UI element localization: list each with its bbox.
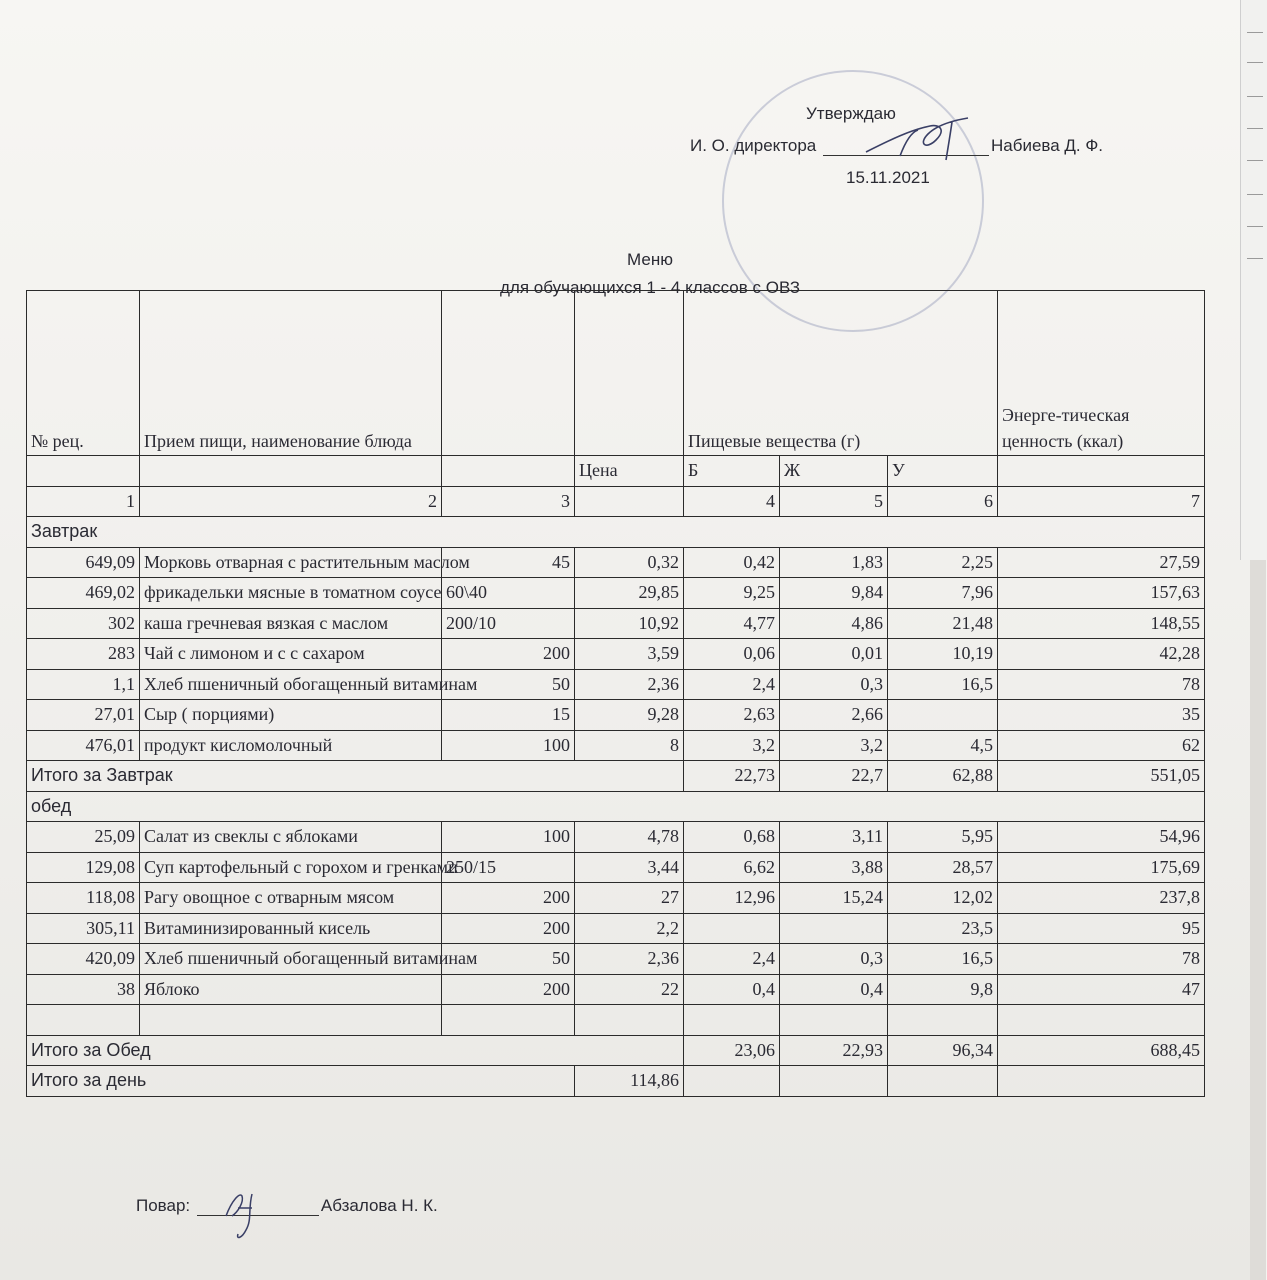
table-row: 118,08 Рагу овощное с отварным мясом 200 27 12,96 15,24 12,02 237,8 — [27, 883, 1205, 914]
table-header-row — [27, 291, 1205, 456]
table-row: 1,1 Хлеб пшеничный обогащенный витаминам 50 2,36 2,4 0,3 16,5 78 — [27, 669, 1205, 700]
header-fat: Ж — [780, 456, 888, 487]
director-position: И. О. директора — [690, 136, 817, 155]
director-name: Набиева Д. Ф. — [990, 136, 1104, 155]
table-row: 305,11 Витаминизированный кисель 200 2,2 23,5 95 — [27, 913, 1205, 944]
day-total-row — [27, 1066, 1205, 1097]
table-row: 302 каша гречневая вязкая с маслом 200/10 10,92 4,77 4,86 21,48 148,55 — [27, 608, 1205, 639]
day-total-label: Итого за день — [27, 1066, 575, 1097]
header-energy: Энерге-тическая ценность (ккал) — [998, 291, 1205, 456]
header-protein: Б — [684, 456, 780, 487]
menu-table — [26, 290, 1205, 1097]
breakfast-total-row: Итого за Завтрак 22,73 22,7 62,88 551,05 — [27, 761, 1205, 792]
approval-title: Утверждаю — [806, 104, 896, 123]
cook-label: Повар: — [136, 1196, 191, 1215]
lunch-section-row — [27, 791, 1205, 822]
director-signature — [860, 110, 980, 170]
cook-signature-block — [136, 1196, 438, 1216]
table-row: 283 Чай с лимоном и с с сахаром 200 3,59 0,06 0,01 10,19 42,28 — [27, 639, 1205, 670]
header-nutrients: Пищевые вещества (г) — [684, 291, 998, 456]
lunch-total-row: Итого за Обед 23,06 22,93 96,34 688,45 — [27, 1035, 1205, 1066]
table-row: 25,09 Салат из свеклы с яблоками 100 4,78 0,68 3,11 5,95 54,96 — [27, 822, 1205, 853]
header-output — [442, 291, 575, 456]
header-price-blank — [575, 291, 684, 456]
table-row: 420,09 Хлеб пшеничный обогащенный витаминам 50 2,36 2,4 0,3 16,5 78 — [27, 944, 1205, 975]
table-row: 27,01 Сыр ( порциями) 15 9,28 2,63 2,66 35 — [27, 700, 1205, 731]
header-price: Цена — [575, 456, 684, 487]
breakfast-total-label: Итого за Завтрак — [27, 761, 684, 792]
table-column-numbers-row: 1 2 3 4 5 6 7 — [27, 486, 1205, 517]
day-total-price: 114,86 — [575, 1066, 684, 1097]
breakfast-label: Завтрак — [27, 517, 1205, 548]
table-subheader-row — [27, 456, 1205, 487]
table-row: 469,02 фрикадельки мясные в томатном соусе 60\40 29,85 9,25 9,84 7,96 157,63 — [27, 578, 1205, 609]
header-dish-name: Прием пищи, наименование блюда — [140, 291, 442, 456]
cook-signature — [218, 1186, 278, 1250]
page-shadow — [1250, 560, 1266, 1280]
menu-title-line2: для обучающихся 1 - 4 классов с ОВЗ — [500, 278, 800, 297]
table-row: 129,08 Суп картофельный с горохом и гренками 250/15 3,44 6,62 3,88 28,57 175,69 — [27, 852, 1205, 883]
menu-title-line1: Меню — [627, 250, 673, 269]
breakfast-section-row — [27, 517, 1205, 548]
table-row: 649,09 Морковь отварная с растительным маслом 45 0,32 0,42 1,83 2,25 27,59 — [27, 547, 1205, 578]
adjacent-sheet-edge — [1240, 0, 1267, 560]
lunch-label: обед — [27, 791, 1205, 822]
header-carbs: У — [888, 456, 998, 487]
table-row: 38 Яблоко 200 22 0,4 0,4 9,8 47 — [27, 974, 1205, 1005]
table-row: 476,01 продукт кисломолочный 100 8 3,2 3,2 4,5 62 — [27, 730, 1205, 761]
cook-name: Абзалова Н. К. — [320, 1196, 438, 1215]
lunch-total-label: Итого за Обед — [27, 1035, 684, 1066]
header-recipe-no: № рец. — [27, 291, 140, 456]
empty-row — [27, 1005, 1205, 1036]
approval-date: 15.11.2021 — [846, 168, 930, 187]
